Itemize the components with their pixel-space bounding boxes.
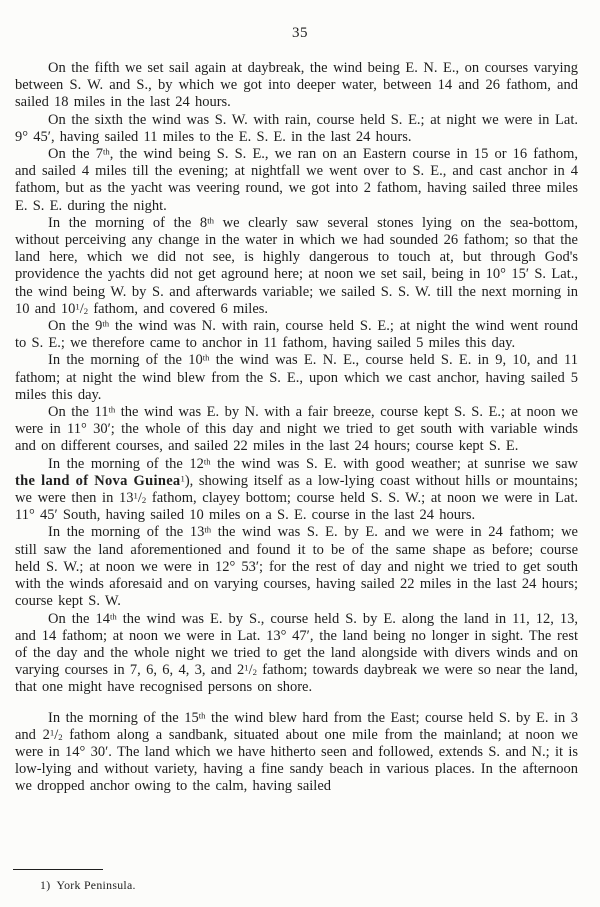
text-run: we clearly saw several stones lying on the sea-bottom, without perceiving any change in the water in which we had sounded 26 fathom; so that the land here, which we did not see, is highly dangerous to touch at, but through God's providence the yachts did not get aground here; at noon we set sail, being in 10° 15′ S. Lat., the wind being W. by S. and afterwards variable; we sailed S. S. W. till the next morning in 10 and 10 <box>15 214 578 317</box>
paragraph <box>15 611 578 697</box>
text-run: 1 <box>75 301 80 312</box>
text-run: fathom along a sandbank, situated about one mile from the mainland; at noon we were in 14° 30′. The land which we have hitherto seen and followed, extends S. and N.; it is low-lying and without variety, having a fine sandy beach in various places. In the afternoon we dropped anchor owing to the calm, having sailed <box>15 726 578 795</box>
text-run: In the morning of the 8 <box>48 214 208 231</box>
text-run: / <box>54 726 59 743</box>
text-run: fathom; towards daybreak we were so near the land, that one might have recognised persons on shore. <box>15 662 578 696</box>
text-run: the wind was N. with rain, course held S. E.; at night the wind went round to S. E.; we therefore came to anchor in 11 fathom, having sailed 5 miles this day. <box>15 318 579 352</box>
footnote-text: York Peninsula. <box>56 878 136 892</box>
text-run: th <box>109 610 117 621</box>
text-run: 1 <box>49 727 55 738</box>
text-run: the wind blew hard from the East; course held S. by E. in 3 and 2 <box>15 709 578 743</box>
bold-phrase: the land of Nova Guinea <box>15 472 181 489</box>
text-run: the wind was E. by N. with a fair breeze, course kept S. S. E.; at noon we were in 11° 30′; the whole of this day and night we tried to get south with variable winds and on different courses, and sailed 22 miles in the last 24 hours; course kept S. E. <box>15 404 578 455</box>
text-run: the wind was S. E. by E. and we were in 24 fathom; we still saw the land aforementioned and found it to be of the same shape as before; course held S. W.; at noon we were in 12° 53′; for the rest of day and night we tried to get south with the winds aforesaid and on varying courses, having sailed 22 miles in the last 24 hours; course kept S. W. <box>15 524 578 610</box>
text-run: 2 <box>141 495 147 506</box>
text-run: On the 7 <box>48 146 103 163</box>
text-run: the wind was S. E. with good weather; at sunrise we saw <box>210 455 578 472</box>
paragraph <box>15 524 578 610</box>
text-block <box>15 60 578 796</box>
text-run: th <box>203 456 211 467</box>
paragraph <box>15 112 578 146</box>
text-run: On the fifth we set sail again at daybreak, the wind being E. N. E., on courses varying between S. W. and S., by which we got into deeper water, between 14 and 26 fathom, and sailed 18 miles in the last 24 hours. <box>15 60 578 111</box>
paragraph <box>15 352 578 404</box>
page-number: 35 <box>292 25 308 41</box>
text-run: In the morning of the 13 <box>48 524 205 541</box>
footnote-rule <box>13 869 103 870</box>
text-run: / <box>248 662 253 679</box>
paragraph <box>15 146 578 215</box>
text-run: On the 9 <box>48 318 103 335</box>
text-run: fathom, clayey bottom; course held S. S. W.; at noon we were in Lat. 11° 45′ South, having sailed 10 miles on a S. E. course in the last 24 hours. <box>15 490 578 524</box>
text-run: 1 <box>133 490 138 501</box>
text-run: On the 11 <box>48 404 109 421</box>
text-run: fathom, and covered 6 miles. <box>88 300 269 317</box>
paragraph <box>15 60 578 112</box>
text-run: 2 <box>83 305 89 316</box>
paragraph <box>15 215 578 318</box>
paragraph <box>15 318 578 352</box>
text-run: th <box>204 524 212 535</box>
text-run: , the wind being S. S. E., we ran on an Eastern course in 15 or 16 fathom, and sailed 4 miles till the evening; at nightfall we went over to S. E., and cast anchor in 4 fathom, but as the yacht was veering round, we got into 2 fathom, having sailed three miles E. S. E. during the night. <box>15 146 578 214</box>
text-run: th <box>102 146 110 157</box>
text-run: 2 <box>58 731 63 742</box>
paragraph <box>15 710 578 796</box>
text-run: th <box>202 352 210 363</box>
text-run: / <box>79 300 84 317</box>
text-run: In the morning of the 15 <box>48 709 199 726</box>
text-run: the wind was E. N. E., course held S. E. in 9, 10, and 11 fathom; at night the wind blew from the S. E., upon which we cast anchor, having sailed 5 miles this day. <box>15 352 578 403</box>
text-run: 2 <box>252 667 257 678</box>
footnote-ref: 1 <box>180 473 185 484</box>
text-run: On the 14 <box>48 610 110 627</box>
text-run: ), showing itself as a low-lying coast without hills or mountains; we were then in 13 <box>15 472 578 507</box>
text-run: th <box>102 318 110 329</box>
paragraph <box>15 404 578 456</box>
footnote-marker: 1) <box>40 878 51 892</box>
text-run: the wind was E. by S., course held S. by E. along the land in 11, 12, 13, and 14 fathom; at noon we were in Lat. 13° 47′, the land being no longer in sight. The rest of the day and the whole night we tried to get the land alongside with divers winds and on varying courses in 7, 6, 6, 4, 3, and 2 <box>15 610 578 679</box>
paragraph <box>15 456 578 525</box>
text-run: 1 <box>244 662 249 673</box>
text-run: In the morning of the 10 <box>48 352 203 369</box>
text-run: / <box>137 490 142 507</box>
text-run: th <box>108 404 116 415</box>
text-run: th <box>207 215 214 226</box>
text-run: On the sixth the wind was S. W. with rain, course held S. E.; at night we were in Lat. 9° 45′, having sailed 11 miles to the E. S. E. in the last 24 hours. <box>15 111 578 145</box>
footnote <box>40 878 136 893</box>
text-run: In the morning of the 12 <box>48 455 204 472</box>
text-run: th <box>198 709 206 720</box>
